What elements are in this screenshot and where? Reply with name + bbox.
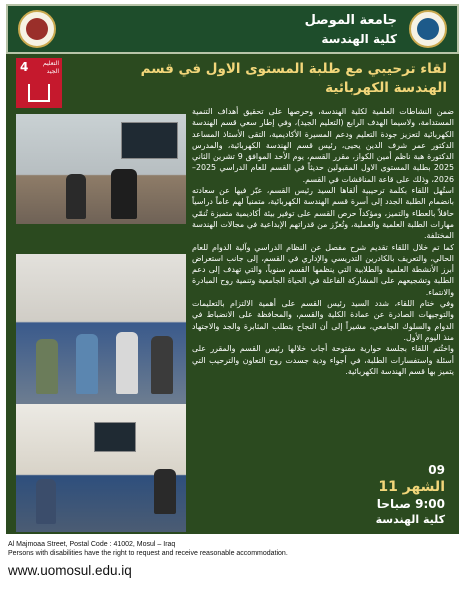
college-of-engineering-logo [18,10,56,48]
sdg-number: 4 [20,60,29,74]
footer-notice: Persons with disabilities have the right to request and receive reasonable accommodation. [8,550,288,557]
sdg-label: التعليم الجيد [43,60,59,75]
paragraph: واختُتم اللقاء بجلسة حوارية مفتوحة أجاب خلالها رئيس القسم والمقرر على أسئلة واستفسارات الطلبة، في أجواء ودية جسدت روح التعاون والترحيب التي يتميز بها قسم الهندسة الكهربائية. [192,344,454,376]
paragraph: وفي ختام اللقاء، شدد السيد رئيس القسم على أهمية الالتزام بالتعليمات والتوجيهات الصادرة عن عمادة الكلية والقسم، والمحافظة على الانضباط في الدوام والسلوك الجامعي، مشيراً إلى أن النجاح يتطلب المثابرة والجد والاجتهاد منذ اليوم الأول. [192,299,454,342]
article-title: لقاء ترحيبي مع طلبة المستوى الاول في قسم الهندسة الكهربائية [140,61,447,96]
event-day: 09 [428,463,445,477]
event-month: الشهر 11 [378,479,445,495]
footer-address: Al Majmoaa Street, Postal Code : 41002, Mosul – Iraq [8,541,176,548]
paragraph: ضمن النشاطات العلمية لكلية الهندسة، وحرصها على تحقيق أهداف التنمية المستدامة، ولاسيما الهدف الرابع (التعليم الجيد)، وفي إطار سعي قسم الهندسة الكهربائية لتعزيز جودة التعليم ودعم المسيرة الأكاديمية، التقى الأستاذ المساعد الدكتور عمر شرف الدين يحيى، رئيس قسم الهندسة الكهربائية، والمدرس الدكتورة هبة ناظم أمين الكواز، مقرر القسم، يوم الأحد الموافق 9 تشرين الثاني 2025 بطلبة المستوى الاول المقبولين حديثاً في القسم للعام الدراسي 2025–2026، وذلك على قاعة المناقشات في القسم. [192,107,454,184]
college-name: كلية الهندسة [321,32,397,46]
event-info [376,462,445,528]
event-time: 9:00 صباحا [376,497,445,511]
event-photo-1 [16,114,186,224]
header-title [305,12,397,48]
paragraph: كما تم خلال اللقاء تقديم شرح مفصل عن النظام الدراسي وآلية الدوام للعام الحالي، والتعريف بالكادرين التدريسي والإداري في القسم، إلى جانب استعراض أبرز الأنشطة العلمية والطلابية التي ينظمها القسم سنوياً، والتي تهدف إلى دعم الطلبة وتشجيعهم على المشاركة الفاعلة في الحياة الجامعية وتنمية روح المبادرة والانتماء. [192,242,454,297]
footer [8,540,458,581]
sdg-4-badge [16,58,62,108]
paragraph: استُهل اللقاء بكلمة ترحيبية ألقاها السيد رئيس القسم، عبّر فيها عن سعادته بانضمام الطلبة الجدد إلى أسرة قسم الهندسة الكهربائية، متمنياً لهم عاماً دراسياً حافلاً بالعطاء والتميز، ومؤكداً حرص القسم على توفير بيئة أكاديمية متميزة تُنمّي مهارات الطلبة العلمية والعملية، وتُعزّز من قدراتهم الإبداعية في مجالات الهندسة المختلفة. [192,186,454,241]
article-body [192,106,454,451]
event-place: كلية الهندسة [375,513,445,526]
university-of-mosul-logo [409,10,447,48]
header-bar [6,4,459,54]
event-photo-2 [16,254,186,404]
book-icon [28,84,50,102]
website-link[interactable]: www.uomosul.edu.iq [8,563,132,578]
content-panel [6,54,459,534]
event-photo-3 [16,404,186,532]
university-name: جامعة الموصل [304,13,397,28]
